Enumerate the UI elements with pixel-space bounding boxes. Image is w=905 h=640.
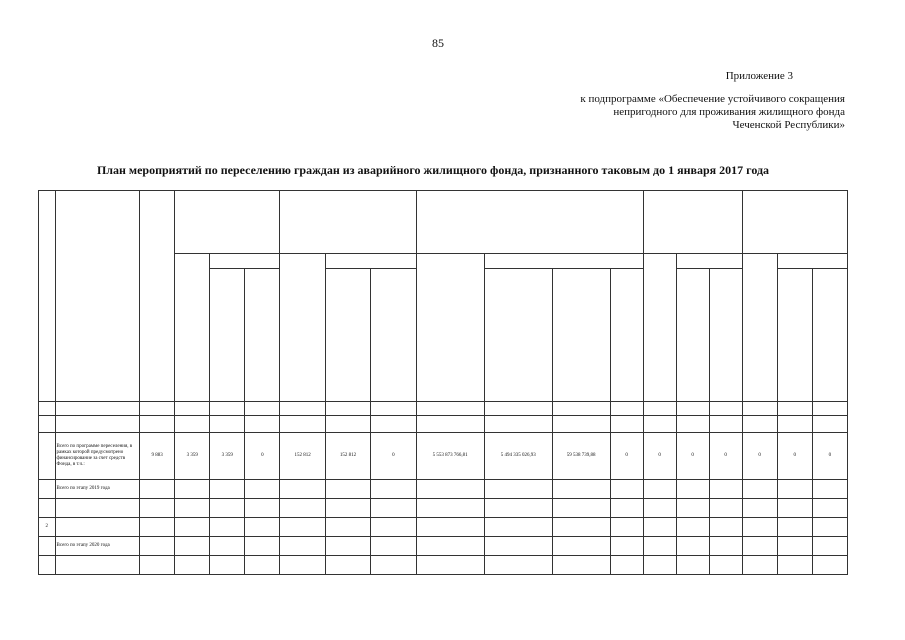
col-b2-header (371, 269, 416, 402)
value-cell (643, 537, 676, 556)
row-label (55, 518, 140, 537)
row-number (39, 537, 56, 556)
value-cell (325, 499, 370, 518)
column-number (280, 416, 325, 433)
unit-cell (610, 402, 643, 416)
value-cell (643, 518, 676, 537)
value-cell (280, 518, 325, 537)
value-cell (325, 556, 370, 575)
value-cell (812, 556, 847, 575)
value-cell (610, 556, 643, 575)
col-name-header (55, 191, 140, 402)
value-cell (140, 537, 175, 556)
value-cell (742, 480, 777, 499)
value-cell (140, 499, 175, 518)
value-cell (371, 480, 416, 499)
resettlement-plan-table (38, 190, 848, 575)
value-cell (416, 537, 484, 556)
value-cell: 0 (643, 433, 676, 480)
table-row (39, 537, 848, 556)
value-cell (812, 518, 847, 537)
value-cell (325, 480, 370, 499)
column-number (39, 416, 56, 433)
col-d-total-header (643, 254, 676, 402)
column-number (55, 416, 140, 433)
unit-cell (416, 402, 484, 416)
col-c3-header (610, 269, 643, 402)
unit-cell (552, 402, 610, 416)
value-cell (742, 518, 777, 537)
column-number (484, 416, 552, 433)
value-cell: 0 (371, 433, 416, 480)
row-label (55, 499, 140, 518)
value-cell (325, 518, 370, 537)
value-cell (643, 499, 676, 518)
col-b-total-header (280, 254, 325, 402)
value-cell (709, 480, 742, 499)
col-c-sub-header (484, 254, 643, 269)
value-cell: 0 (812, 433, 847, 480)
row-label: Всего по этапу 2019 года (55, 480, 140, 499)
value-cell (371, 518, 416, 537)
unit-cell (812, 402, 847, 416)
column-number (552, 416, 610, 433)
value-cell (371, 556, 416, 575)
unit-cell (175, 402, 210, 416)
value-cell (777, 537, 812, 556)
value-cell (610, 518, 643, 537)
page-title: План мероприятий по переселению граждан из аварийного жилищного фонда, признанного таковым до 1 января 2017 года (96, 163, 770, 177)
value-cell: 0 (777, 433, 812, 480)
value-cell (280, 537, 325, 556)
value-cell (610, 537, 643, 556)
row-number (39, 556, 56, 575)
row-number (39, 433, 56, 480)
page-number: 85 (432, 36, 444, 50)
value-cell (245, 499, 280, 518)
value-cell (140, 480, 175, 499)
column-number (610, 416, 643, 433)
column-number (812, 416, 847, 433)
col-d2-header (709, 269, 742, 402)
unit-cell (777, 402, 812, 416)
value-cell (552, 480, 610, 499)
column-number (245, 416, 280, 433)
value-cell (643, 556, 676, 575)
col-d1-header (676, 269, 709, 402)
row-number: 2 (39, 518, 56, 537)
value-cell (175, 518, 210, 537)
row-number (39, 480, 56, 499)
value-cell (676, 518, 709, 537)
value-cell (552, 499, 610, 518)
column-number (416, 416, 484, 433)
value-cell (812, 480, 847, 499)
col-a-total-header (175, 254, 210, 402)
col-a2-header (245, 269, 280, 402)
value-cell (777, 499, 812, 518)
unit-cell (709, 402, 742, 416)
unit-cell (245, 402, 280, 416)
value-cell: 0 (709, 433, 742, 480)
value-cell (280, 480, 325, 499)
value-cell (484, 480, 552, 499)
col-b-sub-header (325, 254, 416, 269)
value-cell (245, 537, 280, 556)
value-cell (610, 480, 643, 499)
value-cell (484, 556, 552, 575)
column-number (210, 416, 245, 433)
table-row (39, 433, 848, 480)
value-cell (484, 499, 552, 518)
value-cell (552, 518, 610, 537)
value-cell (676, 556, 709, 575)
column-number (140, 416, 175, 433)
column-number (371, 416, 416, 433)
value-cell: 0 (742, 433, 777, 480)
value-cell (742, 537, 777, 556)
value-cell (812, 499, 847, 518)
col-residents-header (140, 191, 175, 402)
value-cell (610, 499, 643, 518)
value-cell (777, 518, 812, 537)
table-row (39, 518, 848, 537)
col-a-sub-header (210, 254, 280, 269)
value-cell (140, 518, 175, 537)
value-cell (175, 556, 210, 575)
value-cell: 5 553 873 766,81 (416, 433, 484, 480)
col-group-a-header (175, 191, 280, 254)
value-cell: 3 359 (175, 433, 210, 480)
value-cell (416, 556, 484, 575)
value-cell (210, 499, 245, 518)
value-cell (709, 537, 742, 556)
value-cell (484, 537, 552, 556)
value-cell: 152 812 (280, 433, 325, 480)
column-number (777, 416, 812, 433)
value-cell (676, 537, 709, 556)
unit-cell (742, 402, 777, 416)
value-cell: 3 359 (210, 433, 245, 480)
column-number (325, 416, 370, 433)
col-e-total-header (742, 254, 777, 402)
column-number (175, 416, 210, 433)
value-cell (280, 499, 325, 518)
value-cell (175, 480, 210, 499)
value-cell (210, 537, 245, 556)
col-group-d-header (643, 191, 742, 254)
value-cell (777, 556, 812, 575)
unit-cell (39, 402, 56, 416)
subprogram-note: к подпрограмме «Обеспечение устойчивого сокращения непригодного для проживания жилищного фонда Чеченской Республики» (580, 93, 845, 131)
value-cell (742, 499, 777, 518)
value-cell: 0 (245, 433, 280, 480)
value-cell (416, 518, 484, 537)
value-cell (210, 556, 245, 575)
col-b1-header (325, 269, 370, 402)
col-no-header (39, 191, 56, 402)
row-label: Всего по этапу 2020 года (55, 537, 140, 556)
value-cell (245, 518, 280, 537)
value-cell (140, 556, 175, 575)
unit-cell (210, 402, 245, 416)
value-cell (175, 537, 210, 556)
unit-cell (643, 402, 676, 416)
value-cell (812, 537, 847, 556)
col-c2-header (552, 269, 610, 402)
row-number (39, 499, 56, 518)
value-cell (709, 556, 742, 575)
col-a1-header (210, 269, 245, 402)
col-e2-header (812, 269, 847, 402)
value-cell (210, 480, 245, 499)
value-cell: 9 883 (140, 433, 175, 480)
col-group-c-header (416, 191, 643, 254)
value-cell: 5 494 335 026,93 (484, 433, 552, 480)
value-cell (325, 537, 370, 556)
col-e1-header (777, 269, 812, 402)
value-cell (742, 556, 777, 575)
unit-cell (484, 402, 552, 416)
table-row (39, 499, 848, 518)
row-label (55, 556, 140, 575)
unit-cell (371, 402, 416, 416)
value-cell (371, 537, 416, 556)
value-cell: 0 (610, 433, 643, 480)
unit-cell (280, 402, 325, 416)
value-cell (709, 499, 742, 518)
value-cell (676, 480, 709, 499)
value-cell (210, 518, 245, 537)
value-cell (709, 518, 742, 537)
col-e-sub-header (777, 254, 847, 269)
unit-cell (676, 402, 709, 416)
value-cell (175, 499, 210, 518)
col-c-total-header (416, 254, 484, 402)
table-row (39, 480, 848, 499)
column-number (676, 416, 709, 433)
value-cell (416, 480, 484, 499)
value-cell (552, 556, 610, 575)
value-cell (245, 480, 280, 499)
value-cell (245, 556, 280, 575)
col-c1-header (484, 269, 552, 402)
value-cell: 59 538 739,88 (552, 433, 610, 480)
table-row (39, 556, 848, 575)
value-cell: 152 812 (325, 433, 370, 480)
col-d-sub-header (676, 254, 742, 269)
value-cell (371, 499, 416, 518)
value-cell (777, 480, 812, 499)
unit-cell (55, 402, 140, 416)
value-cell (484, 518, 552, 537)
column-number (643, 416, 676, 433)
unit-cell (325, 402, 370, 416)
value-cell (552, 537, 610, 556)
value-cell (416, 499, 484, 518)
value-cell: 0 (676, 433, 709, 480)
unit-cell (140, 402, 175, 416)
col-group-e-header (742, 191, 847, 254)
column-number (742, 416, 777, 433)
value-cell (280, 556, 325, 575)
row-label: Всего по программе переселения, в рамках которой предусмотрено финансирование за счет средств Фонда, в т.ч.: (55, 433, 140, 480)
column-number (709, 416, 742, 433)
col-group-b-header (280, 191, 416, 254)
value-cell (676, 499, 709, 518)
value-cell (643, 480, 676, 499)
appendix-label: Приложение 3 (725, 70, 793, 82)
